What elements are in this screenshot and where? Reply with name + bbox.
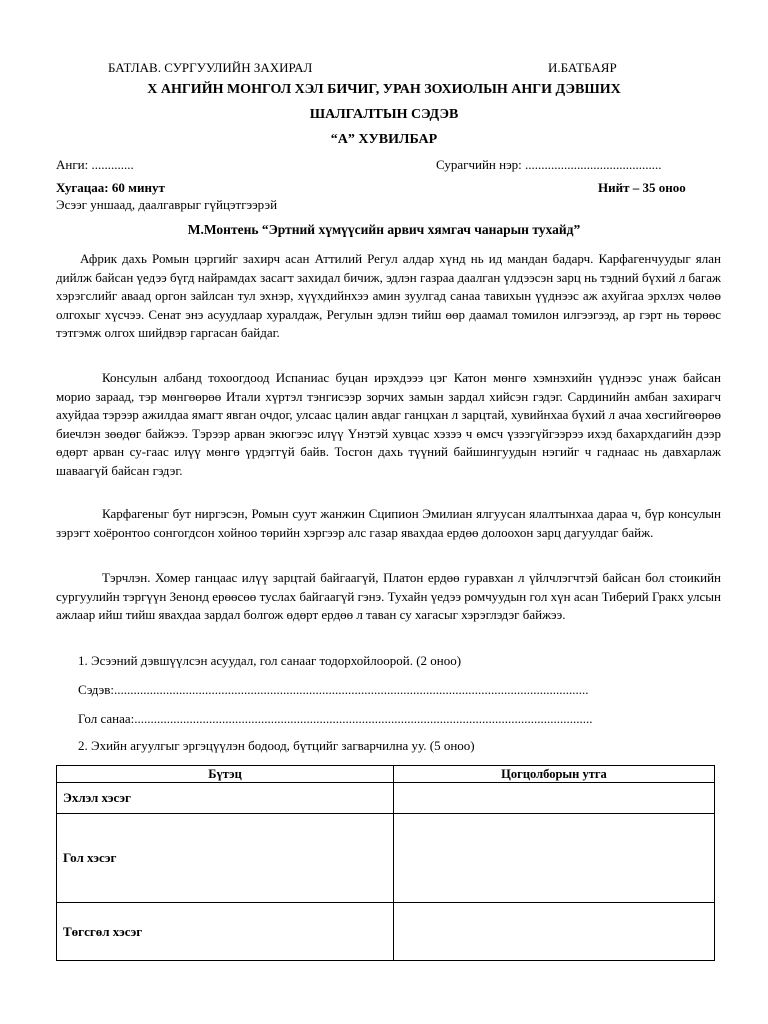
class-field: Анги: ............. [56, 157, 134, 172]
table-row [57, 783, 715, 814]
exam-variant: “А” ХУВИЛБАР [330, 132, 438, 147]
table-row [57, 814, 715, 903]
exam-title: Х АНГИЙН МОНГОЛ ХЭЛ БИЧИГ, УРАН ЗОХИОЛЫН АНГИ ДЭВШИХ [147, 82, 621, 97]
row-label-intro: Эхлэл хэсэг [57, 783, 394, 814]
total-points: Нийт – 35 оноо [598, 180, 686, 195]
structure-table [56, 765, 715, 961]
table-header-row [57, 766, 715, 783]
instruction-text: Эсээг уншаад, даалгаврыг гүйцэтгээрэй [56, 197, 278, 212]
row-label-conclusion: Төгсгөл хэсэг [57, 903, 394, 961]
table-row [57, 903, 715, 961]
answer-cell-conclusion [394, 903, 715, 961]
approval-label: БАТЛАВ. СУРГУУЛИЙН ЗАХИРАЛ [108, 60, 313, 75]
table-header-meaning: Цогцолборын утга [394, 766, 715, 783]
table-header-structure: Бүтэц [57, 766, 394, 783]
exam-subtitle: ШАЛГАЛТЫН СЭДЭВ [309, 107, 459, 122]
main-idea-answer-line: Гол санаа:............................................................................................................................................. [78, 711, 593, 726]
question-2: 2. Эхийн агуулгыг эргэцүүлэн бодоод, бүтцийг загварчилна уу. (5 оноо) [78, 738, 475, 753]
answer-cell-body [394, 814, 715, 903]
question-1: 1. Эсээний дэвшүүлсэн асуудал, гол санааг тодорхойлоорой. (2 оноо) [78, 653, 462, 668]
row-label-body: Гол хэсэг [57, 814, 394, 903]
essay-paragraph: Консулын албанд тохоогдоод Испаниас буцан ирэхдэээ цэг Катон мөнгө хэмнэхийн үүднээс унаж байсан морио зараад, тэр мөнгөөрөө Итали хүртэл тэнгисээр зорчих замын зардал хийсэн гэдэг. Сардинийн амбан захирагч ахуйдаа тэрээр ажилдаа ямагт явган очдог, улсаас цалин авдаг ганцхан л зарцтай, хувийнхаа бүхий л ачаа хөсгийгөөрөө биечлэн зөөдөг байжээ. Тэрээр арван экюгээс илүү Үнэтэй хувцас хэзээ ч өмсч үзээгүйгээрээ ихэд бахархдагийн дээр өдөрт арван су-гаас илүү мөнгө үрдэггүй байв. Тосгон дахь түүний байшингуудын нэгийг ч гаднаас нь давхарлаж шаваагүй байсан гэдэг. [56, 370, 721, 478]
answer-cell-intro [394, 783, 715, 814]
topic-answer-line: Сэдэв:.................................................................................................................................................. [78, 682, 589, 697]
essay-paragraph: Африк дахь Ромын цэргийг захирч асан Аттилий Регул алдар хүнд нь ид мандан бадарч. Карфагенчуудыг ялан дийлж байсан үедээ бүгд найрамдах засагт захидал бичиж, эдлэн газраа даалган үлдээсэн зарц нь тэдний бүхий л багаж хэрэгслийг аваад оргон зайлсан тул эхнэр, хүүхдийнхээ амин зуулгад санаа тавихын үүднээс аж ахуйгаа эрхлэх чөлөө олгохыг хүсчээ. Сенат энэ асуудлаар хуралдаж, Регулын эдлэн тийш өөр даамал томилон илгээгээд, ар гэрт нь төрөөс тэтгэмж олгох шийдвэр гаргасан байдаг. [56, 251, 721, 340]
essay-paragraph: Тэрчлэн. Хомер ганцаас илүү зарцтай байгаагүй, Платон ердөө гуравхан л үйлчлэгчтэй байсан бол стоикийн сургуулийн тэргүүн Зенонд ерөөсөө туслах байгаагүй гэнэ. Тухайн үедээ ромчуудын гол хүн асан Тиберий Гракх улсын ажлаар ийш тийш явахдаа зардал болгож өдөрт ердөө л таван су хагасыг хэрэглэдэг байжээ. [56, 570, 721, 622]
essay-paragraph: Карфагеныг бут ниргэсэн, Ромын суут жанжин Сципион Эмилиан ялгуусан ялалтынхаа дараа ч, бүр консулын зэрэгт хоёронтоо сонгогдсон хойноо төрийн хэргээр алс газар явахдаа ердөө долоохон зарц дагуулдаг байж. [56, 506, 721, 540]
student-name-field: Сурагчийн нэр: .......................................... [436, 157, 662, 172]
time-limit: Хугацаа: 60 минут [56, 180, 165, 195]
essay-title: М.Монтень “Эртний хүмүүсийн арвич хямгач чанарын тухайд” [187, 222, 581, 237]
principal-name: И.БАТБАЯР [548, 60, 617, 75]
